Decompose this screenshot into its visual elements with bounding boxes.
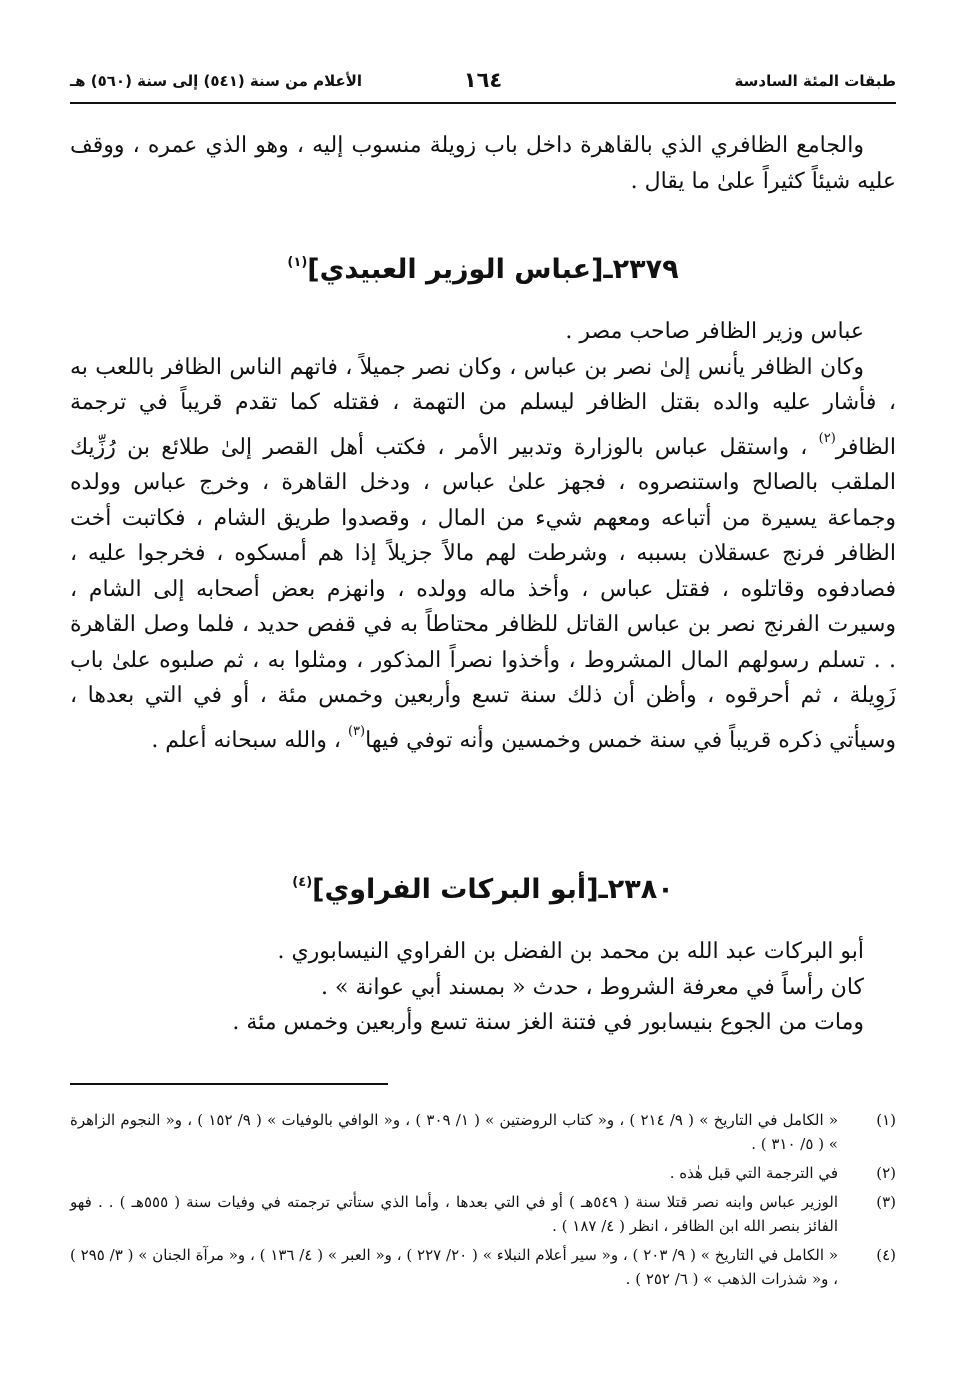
footnote-ref: (٤) bbox=[292, 875, 313, 890]
entry-body-2380 bbox=[70, 934, 896, 1041]
footnote-ref: (٢) bbox=[818, 430, 836, 446]
header-range-title: الأعلام من سنة (٥٤١) إلى سنة (٥٦٠) هـ bbox=[70, 72, 363, 90]
footnote-number: (٢) bbox=[876, 1164, 896, 1182]
footnote-divider bbox=[70, 1083, 388, 1085]
header-section-title: طبقات المئة السادسة bbox=[734, 72, 896, 90]
page-number: ١٦٤ bbox=[463, 68, 503, 92]
footnote-text: « الكامل في التاريخ » ( ٩/ ٢١٤ ) ، و« كتاب الروضتين » ( ١/ ٣٠٩ ) ، و« الوافي بالوفيات » ( ٩/ ١٥٢ ) ، و« النجوم الزاهرة » ( ٥/ ٣١٠ ) . bbox=[70, 1111, 838, 1153]
entry-body-2379 bbox=[70, 314, 896, 758]
footnote bbox=[70, 1243, 896, 1291]
entry-number: ٢٣٧٩ـ bbox=[603, 254, 679, 285]
footnote-ref: (٣) bbox=[347, 723, 366, 739]
entry-title: [أبو البركات الفراوي] bbox=[312, 874, 599, 905]
paragraph: وكان الظافر يأنس إلىٰ نصر بن عباس ، وكان نصر جميلاً ، فاتهم الناس الظافر باللعب به ، فأشار عليه والده بقتل الظافر ليسلم من التهمة ، فقتله كما تقدم قريباً في ترجمة الظافر$^{(٢)}$ ، واستقل عباس بالوزارة وتدبير الأمر ، فكتب أهل القصر إلىٰ طلائع بن رُزِّيك الملقب بالصالح واستنصروه ، فجهز علىٰ عباس ، ودخل القاهرة ، وخرج عباس وولده وجماعة يسيرة من أتباعه ومعهم شيء من المال ، وقصدوا طريق الشام ، فكاتبت أخت الظافر فرنج عسقلان بسببه ، وشرطت لهم مالاً جزيلاً إذا هم أمسكوه ، فخرجوا عليه ، فصادفوه وقاتلوه ، فقتل عباس ، وأخذ ماله وولده ، وانهزم بعض أصحابه إلى الشام ، وسيرت الفرنج نصر بن عباس القاتل للظافر محتاطاً به في قفص حديد ، فلما وصل القاهرة . . تسلم رسولهم المال المشروط ، وأخذوا نصراً المذكور ، ومثلوا به ، ثم صلبوه علىٰ باب زَوِيلة ، ثم أحرقوه ، وأظن أن ذلك سنة تسع وأربعين وخمس مئة ، أو في التي بعدها ، وسيأتي ذكره قريباً في سنة خمس وخمسين وأنه توفي فيها$^{(٣)}$ ، والله سبحانه أعلم . bbox=[70, 354, 896, 753]
paragraph: عباس وزير الظافر صاحب مصر . bbox=[565, 319, 864, 344]
paragraph: كان رأساً في معرفة الشروط ، حدث « بمسند أبي عوانة » . bbox=[321, 974, 864, 1000]
footnote-text: الوزير عباس وابنه نصر قتلا سنة ( ٥٤٩هـ ) أو في التي بعدها ، وأما الذي ستأتي ترجمته في وفيات سنة ( ٥٥٥هـ ) . . فهو الفائز بنصر الله ابن الظافر ، انظر ( ٤/ ١٨٧ ) . bbox=[70, 1193, 838, 1235]
footnote-number: (٤) bbox=[876, 1246, 896, 1264]
footnotes bbox=[70, 1108, 896, 1296]
footnote bbox=[70, 1161, 896, 1185]
footnote-text: « الكامل في التاريخ » ( ٩/ ٢٠٣ ) ، و« سير أعلام النبلاء » ( ٢٠/ ٢٢٧ ) ، و« العبر » ( ٤/ ١٣٦ ) ، و« مرآة الجنان » ( ٣/ ٢٩٥ ) ، و« شذرات الذهب » ( ٦/ ٢٥٢ ) . bbox=[70, 1246, 839, 1288]
footnote bbox=[70, 1108, 896, 1156]
entry-heading-2379 bbox=[70, 254, 896, 285]
footnote-number: (١) bbox=[876, 1111, 896, 1129]
entry-title: [عباس الوزير العبيدي] bbox=[307, 254, 604, 285]
footnote-text: في الترجمة التي قبل هٰذه . bbox=[669, 1164, 838, 1182]
running-header bbox=[70, 68, 896, 104]
intro-text: والجامع الظافري الذي بالقاهرة داخل باب زويلة منسوب إليه ، وهو الذي عمره ، ووقف عليه شيئاً كثيراً علىٰ ما يقال . bbox=[70, 133, 896, 194]
paragraph: ومات من الجوع بنيسابور في فتنة الغز سنة تسع وأربعين وخمس مئة . bbox=[232, 1010, 864, 1035]
intro-paragraph bbox=[70, 128, 896, 199]
footnote bbox=[70, 1190, 896, 1238]
paragraph: أبو البركات عبد الله بن محمد بن الفضل بن الفراوي النيسابوري . bbox=[277, 939, 864, 964]
entry-heading-2380 bbox=[70, 874, 896, 905]
footnote-number: (٣) bbox=[876, 1193, 896, 1211]
footnote-ref: (١) bbox=[287, 255, 308, 270]
entry-number: ٢٣٨٠ـ bbox=[598, 874, 674, 905]
